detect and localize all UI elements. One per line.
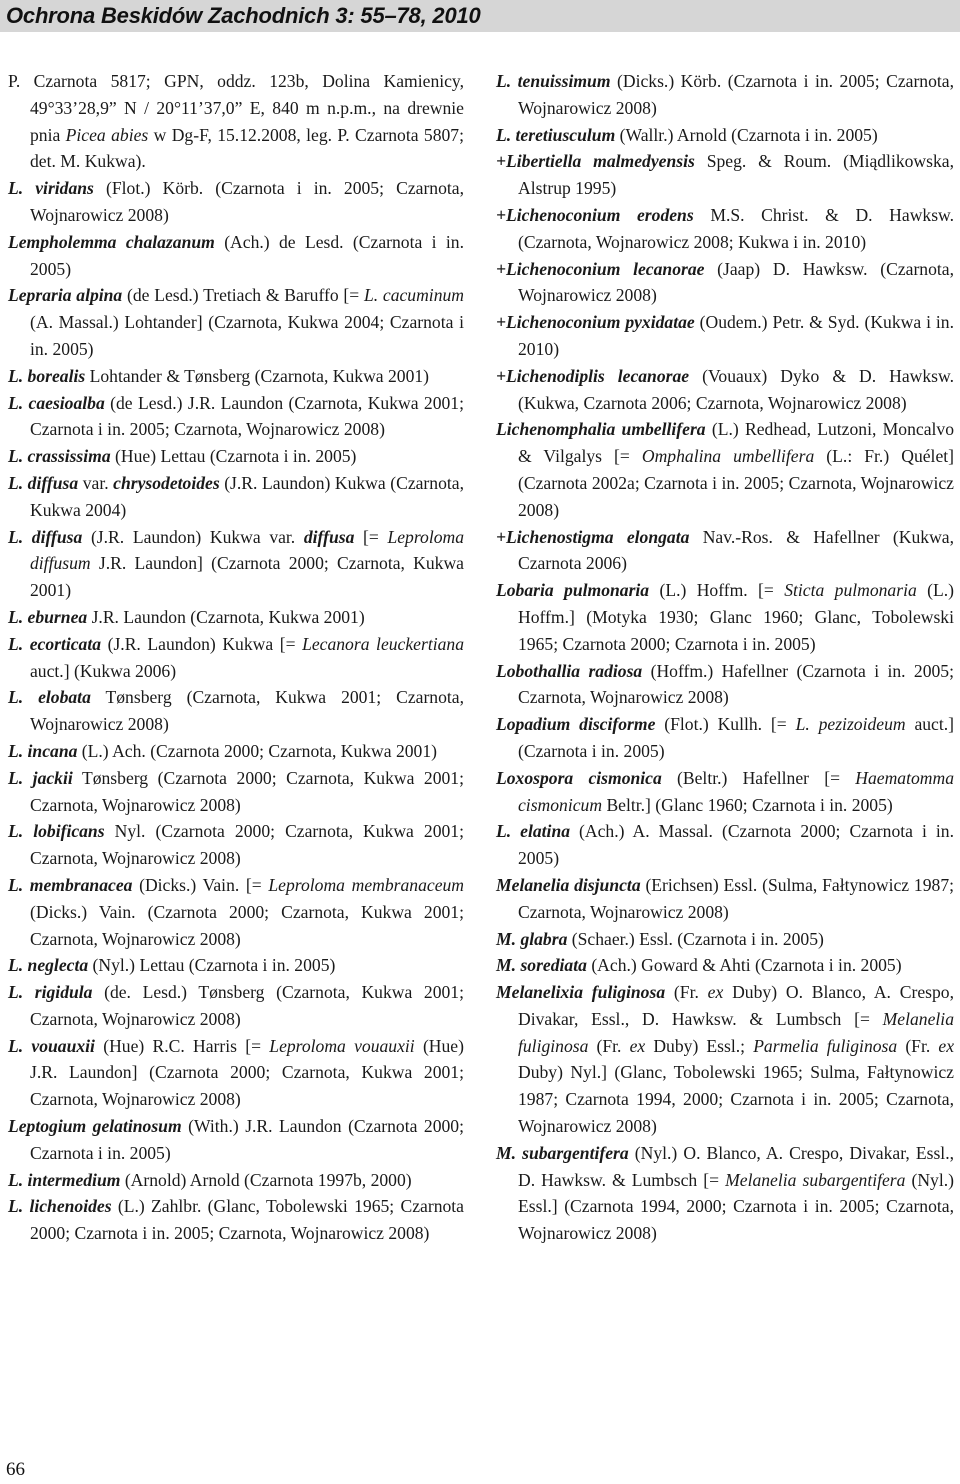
entry-text: (Nyl.) O. Blanco, A. Crespo, Divakar, Essl., D. Hawksw. & Lumbsch [=	[518, 1142, 954, 1190]
entry-text: Duby) Nyl.] (Glanc, Tobolewski 1965; Sulma, Fałtynowicz 1987; Czarnota 1994, 2000; Czarnota i in. 2005; Czarnota, Wojnarowicz 2008)	[518, 1062, 954, 1137]
entry-text: (Nyl.) Lettau (Czarnota i in. 2005)	[88, 955, 336, 976]
entry-text: (Fr.	[897, 1035, 939, 1056]
entry-text: (J.R. Laundon) Kukwa [=	[101, 633, 303, 654]
entry-text: (Schaer.) Essl. (Czarnota i in. 2005)	[567, 928, 824, 949]
entry-text: Nav.-Ros. & Hafellner (Kukwa, Czarnota 2006)	[518, 526, 954, 574]
species-entry	[496, 309, 954, 363]
taxon-name: L. intermedium	[8, 1169, 121, 1190]
entry-text: (Fr.	[588, 1035, 630, 1056]
taxon-name: L. neglecta	[8, 955, 89, 976]
entry-text: (J.R. Laundon) Kukwa (Czarnota, Kukwa 2004)	[30, 472, 464, 520]
taxon-name: diffusa	[303, 526, 355, 547]
entry-text: [=	[354, 526, 388, 547]
taxon-name: +Lichenoconium lecanorae	[496, 258, 705, 279]
italic-text: Melanelia fuliginosa	[518, 1008, 954, 1056]
taxon-name: L. vouauxii	[8, 1035, 95, 1056]
species-entry	[8, 1113, 464, 1167]
taxon-name: Lichenomphalia umbellifera	[496, 419, 706, 440]
entry-text: (Oudem.) Petr. & Syd. (Kukwa i in. 2010)	[518, 312, 954, 359]
species-entry	[496, 148, 954, 202]
species-entry	[496, 256, 954, 310]
species-entry	[8, 363, 464, 390]
species-entry	[8, 175, 464, 229]
taxon-name: L. ecorticata	[8, 633, 102, 654]
taxon-name: L. diffusa	[8, 526, 83, 547]
entry-text: (With.) J.R. Laundon (Czarnota 2000; Czarnota i in. 2005)	[30, 1116, 464, 1163]
entry-text: (Wallr.) Arnold (Czarnota i in. 2005)	[615, 124, 878, 145]
taxon-name: L. eburnea	[8, 606, 88, 627]
entry-text: M.S. Christ. & D. Hawksw. (Czarnota, Wojnarowicz 2008; Kukwa i in. 2010)	[518, 204, 955, 252]
entry-text: (Fr.	[665, 982, 708, 1003]
entry-text: (Hoffm.) Hafellner (Czarnota i in. 2005; Czarnota, Wojnarowicz 2008)	[518, 660, 954, 708]
entry-text: Speg. & Roum. (Miądlikowska, Alstrup 1995)	[518, 151, 954, 199]
italic-text: Leproloma diffusum	[30, 526, 465, 574]
entry-text: Duby) Essl.;	[645, 1035, 754, 1056]
entry-text: (Nyl.) Essl.] (Czarnota 1994, 2000; Czarnota i in. 2005; Czarnota, Wojnarowicz 2008)	[518, 1169, 954, 1244]
entry-text: (L.) Zahlbr. (Glanc, Tobolewski 1965; Czarnota 2000; Czarnota i in. 2005; Czarnota, Wojnarowicz 2008)	[30, 1196, 464, 1244]
species-entry	[8, 979, 464, 1033]
taxon-name: L. viridans	[8, 178, 94, 199]
entry-text: (Hue) J.R. Laundon] (Czarnota 2000; Czarnota, Kukwa 2001; Czarnota, Wojnarowicz 2008)	[30, 1035, 464, 1110]
taxon-name: Lobaria pulmonaria	[496, 580, 650, 601]
taxon-name: Lobothallia radiosa	[496, 660, 643, 681]
taxon-name: Lepraria alpina	[8, 285, 123, 306]
species-entry	[8, 872, 464, 952]
italic-text: Sticta pulmonaria	[784, 580, 917, 601]
taxon-name: +Lichenostigma elongata	[496, 526, 690, 547]
italic-text: ex	[938, 1035, 955, 1056]
italic-text: ex	[629, 1035, 646, 1056]
entry-text: (Arnold) Arnold (Czarnota 1997b, 2000)	[120, 1169, 412, 1190]
entry-text: (L.: Fr.) Quélet] (Czarnota 2002a; Czarnota i in. 2005; Czarnota, Wojnarowicz 2008)	[518, 446, 955, 520]
species-entry	[8, 443, 464, 470]
species-entry	[8, 738, 464, 765]
species-entry	[8, 524, 464, 604]
species-entry	[496, 1140, 954, 1247]
italic-text: Parmelia fuliginosa	[753, 1035, 898, 1056]
entry-text: (de Lesd.) Tretiach & Baruffo [=	[122, 285, 364, 306]
entry-text: (Flot.) Körb. (Czarnota i in. 2005; Czarnota, Wojnarowicz 2008)	[30, 178, 465, 225]
taxon-name: chrysodetoides	[113, 472, 220, 493]
entry-text: (Dicks.) Vain. (Czarnota 2000; Czarnota, Kukwa 2001; Czarnota, Wojnarowicz 2008)	[30, 901, 464, 949]
right-column	[496, 68, 954, 1247]
entry-text: (Vouaux) Dyko & D. Hawksw. (Kukwa, Czarnota 2006; Czarnota, Wojnarowicz 2008)	[518, 365, 954, 413]
entry-text: (Ach.) A. Massal. (Czarnota 2000; Czarnota i in. 2005)	[518, 821, 954, 869]
entry-text: (J.R. Laundon) Kukwa var.	[82, 526, 304, 547]
species-entry	[496, 577, 954, 657]
entry-text: auct.] (Kukwa 2006)	[30, 660, 177, 681]
taxon-name: +Lichenoconium pyxidatae	[496, 312, 695, 333]
entry-text: J.R. Laundon] (Czarnota 2000; Czarnota, Kukwa 2001)	[30, 553, 464, 601]
entry-text: (Hue) R.C. Harris [=	[94, 1035, 270, 1056]
species-entry	[8, 282, 464, 362]
taxon-name: L. crassissima	[8, 446, 111, 467]
taxon-name: M. glabra	[496, 928, 568, 949]
entry-text: (Dicks.) Körb. (Czarnota i in. 2005; Czarnota, Wojnarowicz 2008)	[518, 71, 954, 118]
entry-text: Tønsberg (Czarnota 2000; Czarnota, Kukwa 2001; Czarnota, Wojnarowicz 2008)	[30, 767, 464, 815]
species-entry	[496, 872, 954, 926]
taxon-name: Melanelixia fuliginosa	[496, 982, 666, 1003]
taxon-name: +Libertiella malmedyensis	[496, 151, 695, 172]
taxon-name: L. lichenoides	[8, 1196, 112, 1217]
entry-text: var.	[78, 472, 114, 493]
entry-text: (Ach.) Goward & Ahti (Czarnota i in. 2005)	[586, 955, 902, 976]
page-number: 66	[6, 1459, 25, 1480]
species-entry	[8, 68, 464, 175]
species-entry	[496, 926, 954, 953]
entry-text: J.R. Laundon (Czarnota, Kukwa 2001)	[87, 606, 365, 627]
species-entry	[496, 818, 954, 872]
species-entry	[8, 390, 464, 444]
species-entry	[496, 363, 954, 417]
species-entry	[496, 711, 954, 765]
entry-text: (L.) Hoffm. [=	[649, 580, 785, 601]
entry-text: (Ach.) de Lesd. (Czarnota i in. 2005)	[30, 231, 464, 279]
taxon-name: L. borealis	[8, 365, 86, 386]
italic-text: Lecanora leuckertiana	[302, 633, 464, 654]
entry-text: (de Lesd.) J.R. Laundon (Czarnota, Kukwa 2001; Czarnota i in. 2005; Czarnota, Wojnarowicz 2008)	[30, 392, 464, 440]
species-entry	[8, 1193, 464, 1247]
entry-text: (de. Lesd.) Tønsberg (Czarnota, Kukwa 2001; Czarnota, Wojnarowicz 2008)	[30, 982, 464, 1029]
species-entry	[8, 684, 464, 738]
entry-text: Tønsberg (Czarnota, Kukwa 2001; Czarnota, Wojnarowicz 2008)	[30, 687, 464, 735]
taxon-name: +Lichenoconium erodens	[496, 204, 694, 225]
taxon-name: L. diffusa	[8, 472, 79, 493]
species-entry	[8, 818, 464, 872]
entry-text: (L.) Redhead, Lutzoni, Moncalvo & Vilgalys [=	[518, 419, 954, 467]
species-entry	[496, 68, 954, 122]
entry-text: P. Czarnota 5817; GPN, oddz. 123b, Dolina Kamienicy, 49°33’28,9” N / 20°11’37,0” E, 840 m n.p.m., na drewnie pnia	[8, 71, 464, 145]
entry-text: (L.) Ach. (Czarnota 2000; Czarnota, Kukwa 2001)	[77, 740, 437, 761]
entry-text: (A. Massal.) Lohtander] (Czarnota, Kukwa 2004; Czarnota i in. 2005)	[30, 312, 464, 359]
entry-text: w Dg-F, 15.12.2008, leg. P. Czarnota 5807; det. M. Kukwa).	[30, 124, 464, 172]
species-entry	[496, 952, 954, 979]
italic-text: Picea abies	[65, 124, 149, 145]
entry-text: Lohtander & Tønsberg (Czarnota, Kukwa 2001)	[85, 365, 430, 386]
entry-text: auct.] (Czarnota i in. 2005)	[518, 714, 955, 761]
taxon-name: L. elobata	[8, 687, 91, 708]
species-entry	[496, 979, 954, 1140]
taxon-name: L. caesioalba	[8, 392, 105, 413]
entry-text: (Hue) Lettau (Czarnota i in. 2005)	[110, 446, 357, 467]
taxon-name: +Lichenodiplis lecanorae	[496, 365, 690, 386]
taxon-name: M. sorediata	[496, 955, 587, 976]
entry-text: (Jaap) D. Hawksw. (Czarnota, Wojnarowicz 2008)	[518, 258, 954, 306]
taxon-name: L. lobificans	[8, 821, 105, 842]
entry-text: Beltr.] (Glanc 1960; Czarnota i in. 2005)	[602, 794, 893, 815]
italic-text: L. pezizoideum	[795, 714, 906, 735]
species-entry	[496, 202, 954, 256]
entry-text: (Beltr.) Hafellner [=	[661, 767, 856, 788]
italic-text: Leproloma vouauxii	[269, 1035, 415, 1056]
taxon-name: L. teretiusculum	[496, 124, 616, 145]
species-entry	[496, 524, 954, 578]
entry-text: Nyl. (Czarnota 2000; Czarnota, Kukwa 2001; Czarnota, Wojnarowicz 2008)	[30, 821, 464, 869]
entry-text: (L.) Hoffm.] (Motyka 1930; Glanc 1960; Glanc, Tobolewski 1965; Czarnota 2000; Czarnota i in. 2005)	[518, 580, 954, 654]
journal-header	[0, 0, 960, 32]
taxon-name: M. subargentifera	[496, 1142, 629, 1163]
taxon-name: L. membranacea	[8, 874, 133, 895]
italic-text: ex	[707, 982, 724, 1003]
entry-text: (Erichsen) Essl. (Sulma, Fałtynowicz 1987; Czarnota, Wojnarowicz 2008)	[518, 874, 955, 922]
species-entry	[8, 229, 464, 283]
species-entry	[8, 1033, 464, 1113]
taxon-name: L. jackii	[8, 767, 73, 788]
species-entry	[496, 658, 954, 712]
species-entry	[8, 470, 464, 524]
taxon-name: L. elatina	[496, 821, 571, 842]
taxon-name: L. rigidula	[8, 982, 93, 1003]
species-entry	[8, 952, 464, 979]
species-entry	[8, 765, 464, 819]
taxon-name: Loxospora cismonica	[496, 767, 662, 788]
taxon-name: Leptogium gelatinosum	[8, 1116, 182, 1137]
taxon-name: L. tenuissimum	[496, 71, 611, 91]
italic-text: Leproloma membranaceum	[268, 874, 465, 895]
italic-text: Omphalina umbellifera	[641, 446, 815, 467]
entry-text: Duby) O. Blanco, A. Crespo, Divakar, Essl., D. Hawksw. & Lumbsch [=	[518, 982, 954, 1029]
entry-text: (Flot.) Kullh. [=	[655, 714, 796, 735]
taxon-name: Lempholemma chalazanum	[8, 231, 215, 252]
taxon-name: L. incana	[8, 740, 78, 761]
species-entry	[496, 122, 954, 149]
species-entry	[8, 1167, 464, 1194]
italic-text: Melanelia subargentifera	[725, 1169, 906, 1190]
journal-title: Ochrona Beskidów Zachodnich 3: 55–78, 2010	[6, 3, 481, 28]
species-entry	[8, 604, 464, 631]
entry-text: (Dicks.) Vain. [=	[132, 874, 269, 895]
taxon-name: Lopadium disciforme	[496, 714, 656, 735]
taxon-name: Melanelia disjuncta	[496, 874, 641, 895]
italic-text: L. cacuminum	[363, 285, 464, 306]
species-entry	[8, 631, 464, 685]
left-column	[8, 68, 464, 1247]
species-entry	[496, 765, 954, 819]
italic-text: Haematomma cismonicum	[518, 767, 954, 815]
species-entry	[496, 416, 954, 523]
